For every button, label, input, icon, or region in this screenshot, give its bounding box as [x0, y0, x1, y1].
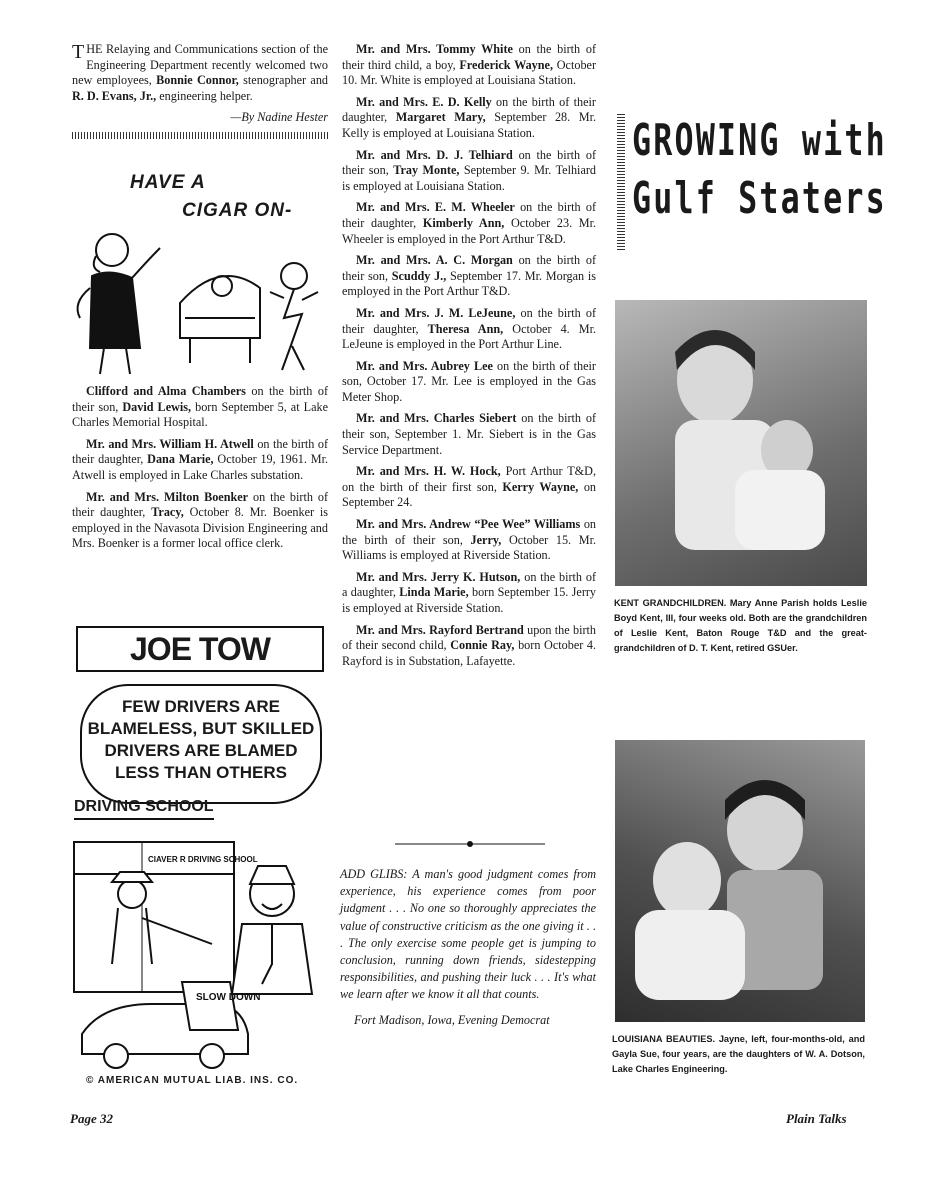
birth-entry: Mr. and Mrs. H. W. Hock, Port Arthur T&D, on the birth of their first son, Kerry Wayne, on September 24. [342, 464, 596, 510]
caption-kent-grandchildren: KENT GRANDCHILDREN. Mary Anne Parish holds Leslie Boyd Kent, III, four weeks old. Both are the grandchildren of Leslie Kent, Baton Rouge T&D and the great-grandchildren of D. T. Kent, retired GSUer. [614, 598, 867, 653]
birth-entry: Mr. and Mrs. Aubrey Lee on the birth of their son, October 17. Mr. Lee is employed in the Gas Meter Shop. [342, 358, 596, 404]
column-left-births [72, 384, 328, 558]
birth-entry: Mr. and Mrs. J. M. LeJeune, on the birth of their daughter, Theresa Ann, October 4. Mr. LeJeune is employed in the Port Arthur Line. [342, 305, 597, 352]
section-heading: GROWING with Gulf Staters [632, 115, 887, 224]
birth-entry: Mr. and Mrs. D. J. Telhiard on the birth of their son, Tray Monte, September 9. Mr. Telhiard is employed at Louisiana Station. [342, 147, 597, 193]
driving-school-illustration [72, 834, 326, 1074]
birth-entry: Mr. and Mrs. Charles Siebert on the birth of their son, September 1. Mr. Siebert is in the Gas Service Department. [342, 411, 597, 457]
intro-paragraph: T HE Relaying and Communications section of the Engineering Department recently welcomed two new employees, Bonnie Connor, stenographer and R. D. Evans, Jr., engineering helper. [72, 41, 329, 103]
birth-entry: Mr. and Mrs. Andrew “Pee Wee” Williams on the birth of their son, Jerry, October 15. Mr. Williams is employed at Riverside Station. [342, 517, 597, 563]
joe-tow-cartoon [72, 618, 326, 1078]
byline: —By Nadine Hester [230, 110, 328, 125]
proud-father-illustration [70, 228, 328, 378]
birth-entry: Mr. and Mrs. A. C. Morgan on the birth of their son, Scuddy J., September 17. Mr. Morgan is employed in the Port Arthur T&D. [342, 253, 597, 299]
glibs-source: Fort Madison, Iowa, Evening Democrat [354, 1012, 550, 1027]
photo-louisiana-beauties [615, 740, 865, 1022]
column-middle [342, 42, 596, 675]
divider [72, 132, 328, 139]
birth-entry: Mr. and Mrs. William H. Atwell on the birth of their daughter, Dana Marie, October 19, 1961. Mr. Atwell is employed in Lake Charles substation. [72, 436, 329, 482]
cartoon-title-line2: CIGAR ON- [182, 200, 293, 221]
birth-entry: Mr. and Mrs. E. M. Wheeler on the birth of their daughter, Kimberly Ann, October 23. Mr. Wheeler is employed in the Port Arthur T&D. [342, 200, 597, 246]
page-number: Page 32 [70, 1111, 113, 1126]
add-glibs [340, 866, 596, 1029]
school-window-text: CIAVER R DRIVING SCHOOL [148, 855, 258, 864]
caption-louisiana-beauties: LOUISIANA BEAUTIES. Jayne, left, four-months-old, and Gayla Sue, four years, are the daughters of W. A. Dotson, Lake Charles Engineering. [612, 1034, 865, 1074]
birth-entry: Clifford and Alma Chambers on the birth of their son, David Lewis, born September 5, at Lake Charles Memorial Hospital. [72, 384, 329, 430]
birth-entry: Mr. and Mrs. Jerry K. Hutson, on the birth of a daughter, Linda Marie, born September 15. Jerry is employed at Riverside Station. [342, 569, 597, 615]
publication-name: Plain Talks [786, 1111, 847, 1126]
photo-kent-grandchildren [615, 300, 867, 586]
column-left [72, 42, 328, 147]
cartoon-title-line1: HAVE A [130, 172, 206, 193]
glibs-text: ADD GLIBS: A man's good judgment comes from experience, his experience comes from poor judgment . . . No one so thoroughly appreciates the value of constructive criticism as the one giving it . . . The only exercise some people get is jumping to conclusion, running down friends, sidestepping responsibilities, and pushing their luck . . . It's what we learn after we know it all that counts. [340, 867, 596, 1002]
birth-entry: Mr. and Mrs. Tommy White on the birth of their third child, a boy, Frederick Wayne, October 10. Mr. White is employed at Louisiana Station. [342, 42, 597, 88]
driving-school-sign: DRIVING SCHOOL [74, 798, 214, 820]
drop-cap: T [72, 41, 85, 63]
slow-down-text: SLOW DOWN [196, 992, 261, 1003]
heading-rule [617, 112, 625, 250]
separator-ornament [395, 840, 545, 848]
birth-entry: Mr. and Mrs. Rayford Bertrand upon the birth of their second child, Connie Ray, born October 4. Rayford is in Substation, Lafayette. [342, 622, 597, 668]
copyright: © AMERICAN MUTUAL LIAB. INS. CO. [86, 1075, 299, 1086]
birth-entry: Mr. and Mrs. E. D. Kelly on the birth of their daughter, Margaret Mary, September 28. Mr. Kelly is employed at Louisiana Station. [342, 94, 597, 140]
cigar-cartoon [70, 170, 328, 380]
joe-tow-title: JOE TOW [76, 626, 324, 672]
birth-entry: Mr. and Mrs. Milton Boenker on the birth of their daughter, Tracy, October 8. Mr. Boenker is employed in the Navasota Division Engineering and Mrs. Boenker is a former local office clerk. [72, 489, 329, 551]
speech-bubble: FEW DRIVERS ARE BLAMELESS, BUT SKILLED DRIVERS ARE BLAMED LESS THAN OTHERS [80, 684, 322, 804]
